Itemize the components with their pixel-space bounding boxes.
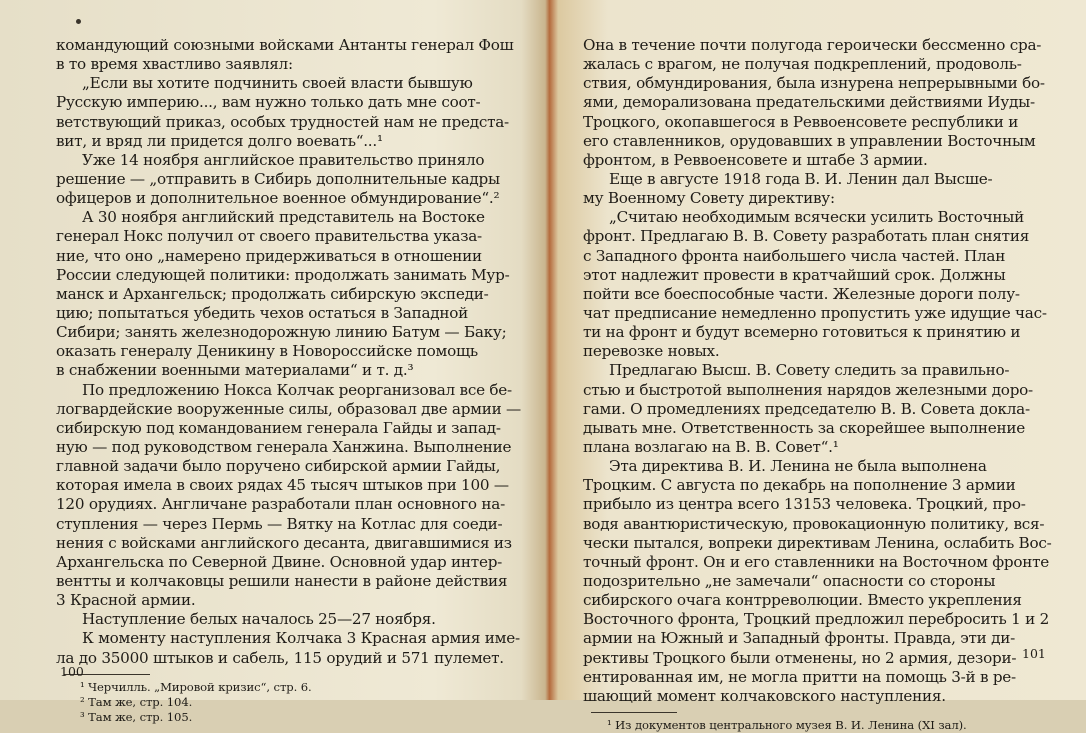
text-line: гами. О промедлениях председателю В. В. Совета докла- (583, 399, 1030, 418)
left-footnotes (56, 680, 526, 725)
text-line: России следующей политики: продолжать занимать Мур- (56, 265, 510, 284)
text-line: Предлагаю Высш. В. Совету следить за правильно- (609, 361, 1010, 380)
right-footnotes (583, 718, 1045, 733)
text-line: главной задачи было поручено сибирской армии Гайды, (56, 457, 501, 476)
text-line: этот надлежит провести в кратчайший срок. Должны (583, 265, 1006, 284)
text-line: его ставленников, орудовавших в управлении Восточным (583, 131, 1036, 150)
page-number-right: 101 (1022, 646, 1046, 661)
text-line: ступления — через Пермь — Вятку на Котлас для соеди- (56, 514, 503, 533)
text-line: Она в течение почти полугода героически бессменно сра- (583, 36, 1042, 54)
text-line: нения с войсками английского десанта, двигавшимися из (56, 533, 512, 552)
text-line: Восточного фронта, Троцкий предложил перебросить 1 и 2 (583, 610, 1050, 629)
text-line: ние, что оно „намерено придерживаться в отношении (56, 246, 482, 265)
footnote: ¹ Из документов центрального музея В. И. Ленина (XI зал). (607, 717, 967, 732)
text-line: чески пытался, вопреки директивам Ленина, ослабить Вос- (583, 533, 1052, 552)
text-line: Эта директива В. И. Ленина не была выполнена (609, 457, 987, 476)
text-line: 3 Красной армии. (56, 591, 196, 610)
text-line: По предложению Нокса Колчак реорганизовал все бе- (82, 380, 512, 399)
text-line: жалась с врагом, не получая подкреплений, продоволь- (583, 55, 1022, 74)
text-line: Уже 14 ноября английское правительство приняло (82, 150, 485, 169)
text-line: Еще в августе 1918 года В. И. Ленин дал Высше- (609, 169, 993, 188)
footnote-rule (591, 712, 677, 713)
text-line: оказать генералу Деникину в Новороссийске помощь (56, 342, 478, 361)
left-page (56, 36, 526, 724)
text-line: ла до 35000 штыков и сабель, 115 орудий и 571 пулемет. (56, 648, 504, 667)
text-line: фронт. Предлагаю В. В. Совету разработать план снятия (583, 227, 1030, 246)
text-line: фронтом, в Реввоенсовете и штабе 3 армии. (583, 150, 928, 169)
ink-dot (76, 19, 81, 24)
text-line: „Считаю необходимым всячески усилить Восточный (609, 208, 1024, 227)
text-line: перевозке новых. (583, 342, 720, 361)
footnote: ³ Там же, стр. 105. (80, 709, 193, 724)
text-line: Троцким. С августа по декабрь на пополнение 3 армии (583, 476, 1016, 495)
text-line: прибыло из центра всего 13153 человека. Троцкий, про- (583, 495, 1026, 514)
text-line: вит, и вряд ли придется долго воевать“...¹ (56, 131, 383, 150)
text-line: Архангельска по Северной Двине. Основной удар интер- (56, 552, 503, 571)
text-line: ти на фронт и будут всемерно готовиться к принятию и (583, 323, 1021, 342)
text-line: цию; попытаться убедить чехов остаться в Западной (56, 303, 468, 322)
text-line: логвардейские вооруженные силы, образовал две армии — (56, 399, 521, 418)
text-line: решение — „отправить в Сибирь дополнительные кадры (56, 169, 500, 188)
text-line: Сибири; занять железнодорожную линию Батум — Баку; (56, 323, 507, 342)
text-line: рективы Троцкого были отменены, но 2 армия, дезори- (583, 648, 1017, 667)
text-line: Наступление белых началось 25—27 ноября. (82, 610, 436, 629)
text-line: сибирскую под командованием генерала Гайды и запад- (56, 418, 501, 437)
text-line: ентированная им, не могла притти на помощь 3-й в ре- (583, 667, 1016, 686)
text-line: армии на Южный и Западный фронты. Правда, эти ди- (583, 629, 1015, 648)
text-line: в то время хвастливо заявлял: (56, 55, 293, 74)
text-line: пойти все боеспособные части. Железные дороги полу- (583, 284, 1020, 303)
left-page-body (56, 36, 526, 668)
text-line: с Западного фронта наибольшего числа частей. План (583, 246, 1006, 265)
text-line: „Если вы хотите подчинить своей власти бывшую (82, 74, 473, 93)
text-line: в снабжении военными материалами“ и т. д.³ (56, 361, 414, 380)
text-line: точный фронт. Он и его ставленники на Восточном фронте (583, 552, 1049, 571)
text-line: которая имела в своих рядах 45 тысяч штыков при 100 — (56, 476, 509, 495)
text-line: ную — под руководством генерала Ханжина. Выполнение (56, 437, 512, 456)
right-page (583, 36, 1052, 732)
text-line: генерал Нокс получил от своего правительства указа- (56, 227, 482, 246)
text-line: Троцкого, окопавшегося в Реввоенсовете республики и (583, 112, 1019, 131)
text-line: офицеров и дополнительное военное обмундирование“.² (56, 189, 500, 208)
text-line: А 30 ноября английский представитель на Востоке (82, 208, 485, 227)
text-line: ветствующий приказ, особых трудностей нам не предста- (56, 112, 509, 131)
right-page-body (583, 36, 1052, 706)
footnote: ² Там же, стр. 104. (80, 694, 193, 709)
text-line: К моменту наступления Колчака 3 Красная армия име- (82, 629, 520, 648)
text-line: шающий момент колчаковского наступления. (583, 686, 946, 705)
text-line: ями, деморализована предательскими действиями Иуды- (583, 93, 1035, 112)
text-line: сибирского очага контрреволюции. Вместо укрепления (583, 591, 1022, 610)
footnote: ¹ Черчилль. „Мировой кризис“, стр. 6. (80, 679, 312, 694)
text-line: Русскую империю..., вам нужно только дать мне соот- (56, 93, 481, 112)
text-line: чат предписание немедленно пропустить уже идущие час- (583, 303, 1047, 322)
text-line: му Военному Совету директиву: (583, 189, 835, 208)
text-line: командующий союзными войсками Антанты генерал Фош (56, 36, 514, 54)
page-number-left: 100 (60, 664, 84, 679)
text-line: водя авантюристическую, провокационную политику, вся- (583, 514, 1045, 533)
text-line: вентты и колчаковцы решили нанести в районе действия (56, 571, 508, 590)
text-line: 120 орудиях. Англичане разработали план основного на- (56, 495, 505, 514)
text-line: подозрительно „не замечали“ опасности со стороны (583, 571, 996, 590)
text-line: плана возлагаю на В. В. Совет“.¹ (583, 437, 839, 456)
text-line: стью и быстротой выполнения нарядов железными доро- (583, 380, 1033, 399)
text-line: ствия, обмундирования, была изнурена непрерывными бо- (583, 74, 1045, 93)
text-line: дывать мне. Ответственность за скорейшее выполнение (583, 418, 1025, 437)
text-line: манск и Архангельск; продолжать сибирскую экспеди- (56, 284, 489, 303)
